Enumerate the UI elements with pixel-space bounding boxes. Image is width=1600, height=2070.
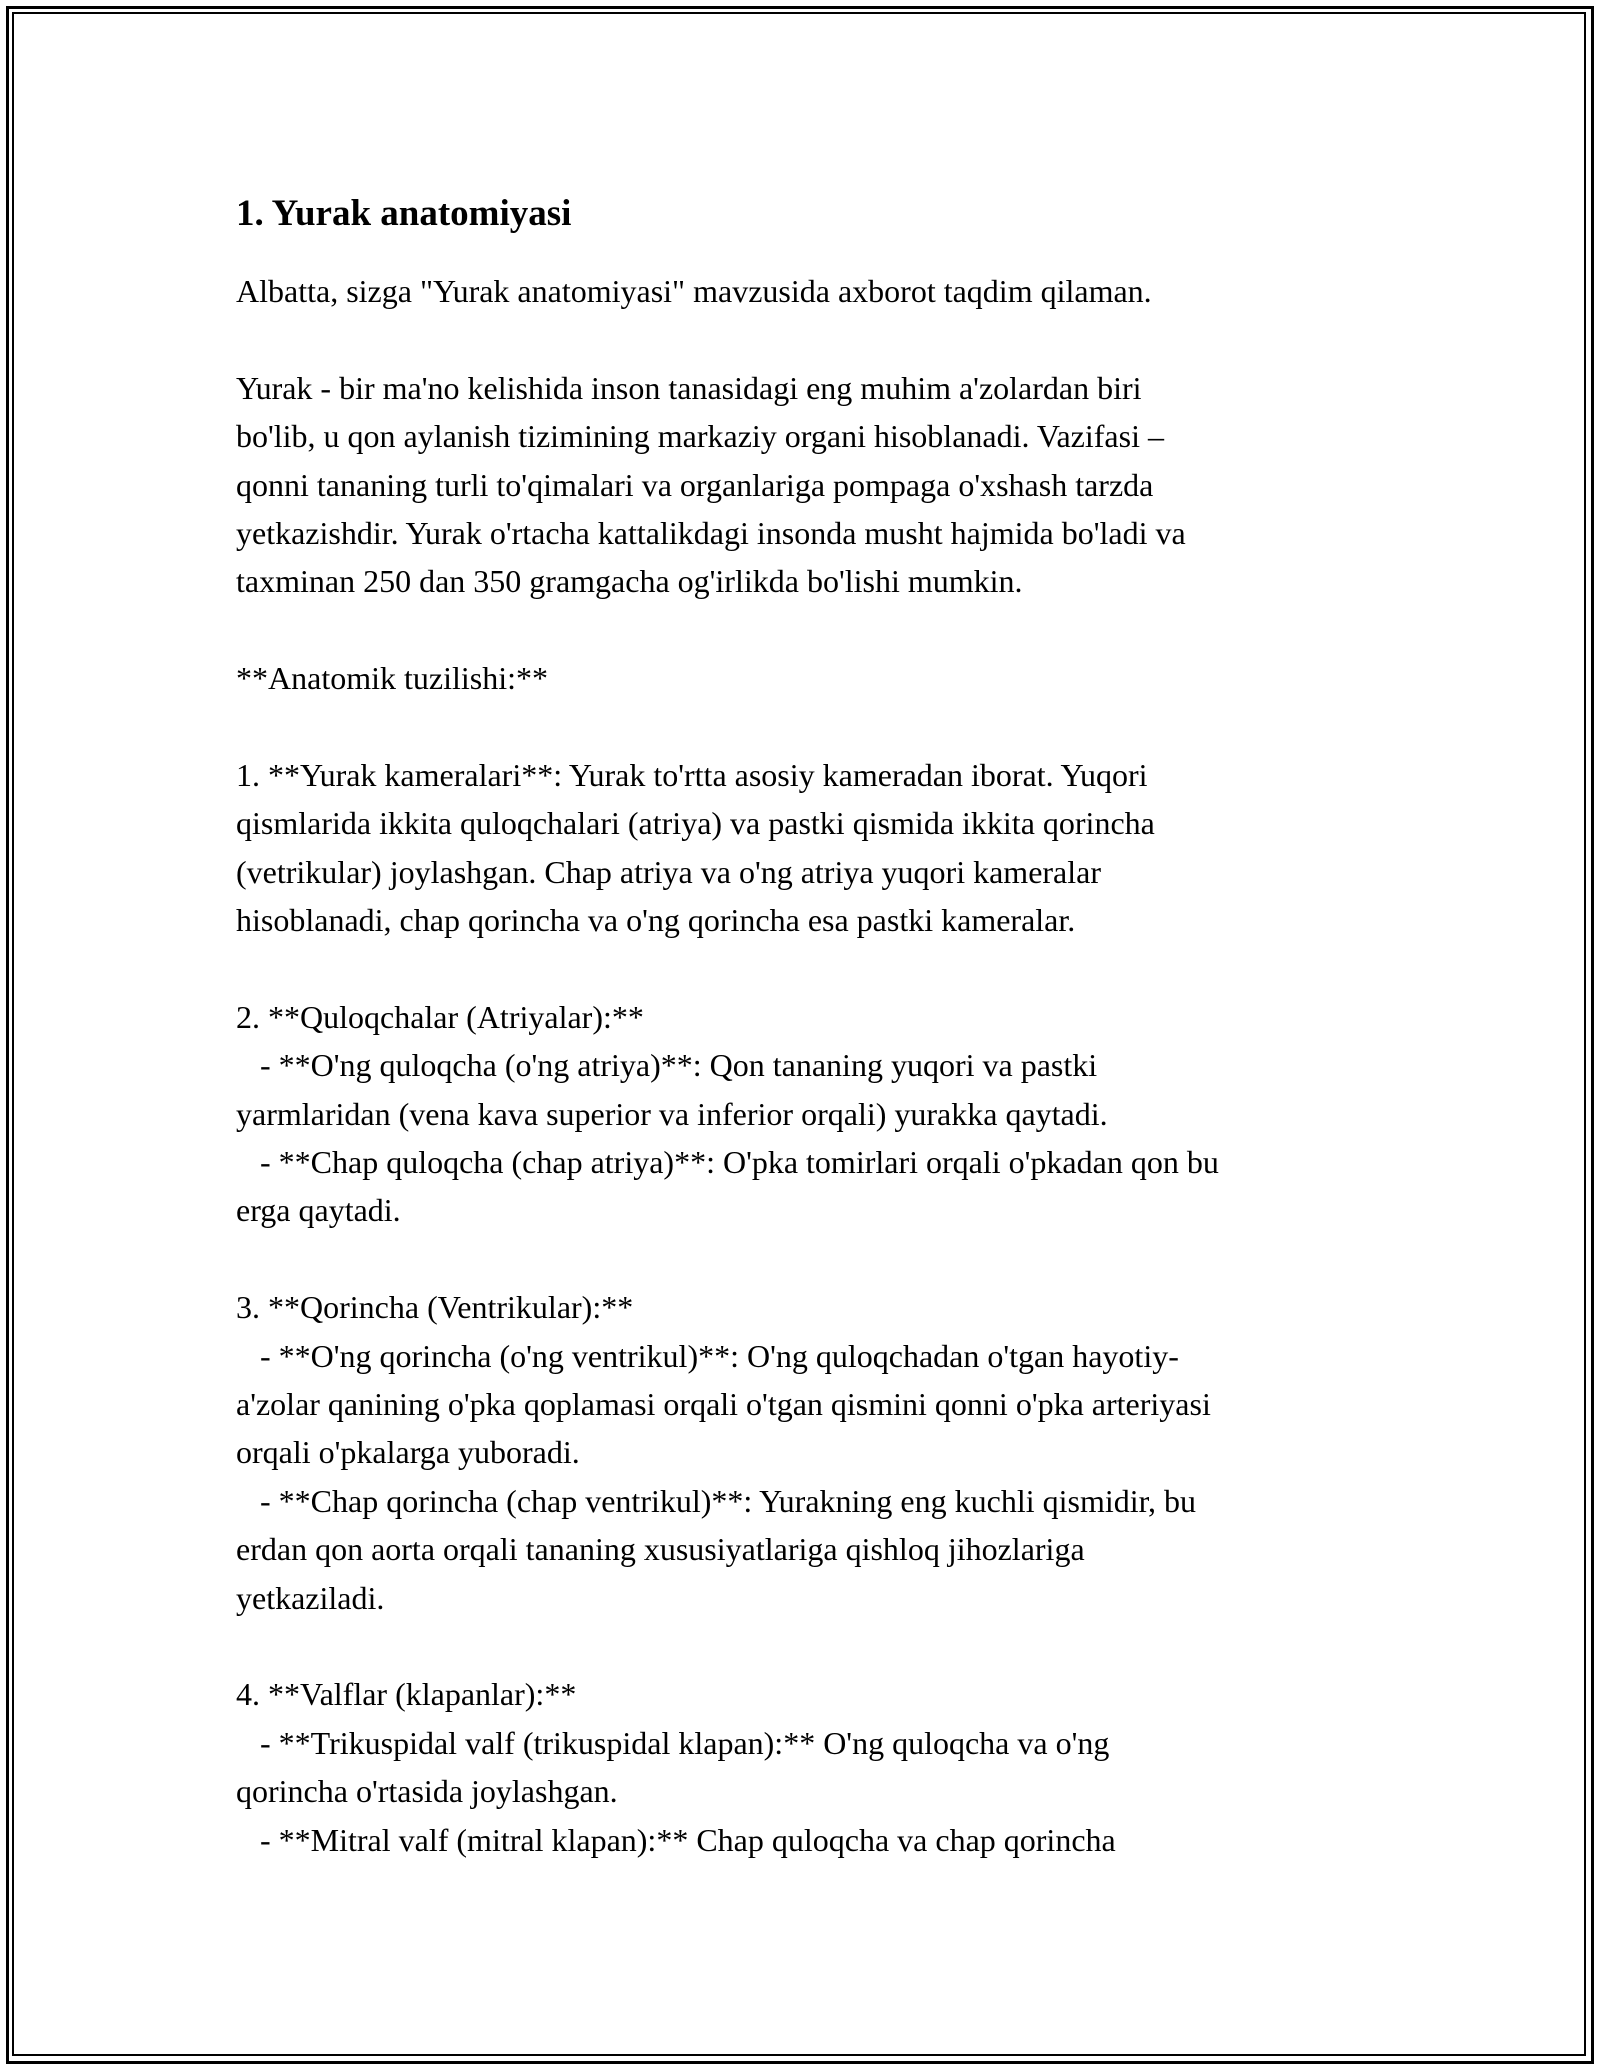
text-line: - **O'ng qorincha (o'ng ventrikul)**: O'ng quloqchadan o'tgan hayotiy- xyxy=(236,1337,1179,1374)
text-line: - **Mitral valf (mitral klapan):** Chap quloqcha va chap qorincha xyxy=(236,1821,1116,1858)
text-line: (vetrikular) joylashgan. Chap atriya va o'ng atriya yuqori kameralar xyxy=(236,853,1101,890)
blank-line xyxy=(236,703,1376,751)
text-line: orqali o'pkalarga yuboradi. xyxy=(236,1434,580,1471)
text-line: - **Chap quloqcha (chap atriya)**: O'pka tomirlari orqali o'pkadan qon bu xyxy=(236,1144,1219,1181)
text-line: Yurak - bir ma'no kelishida inson tanasidagi eng muhim a'zolardan biri xyxy=(236,369,1142,406)
text-line: 3. **Qorincha (Ventrikular):** xyxy=(236,1289,634,1326)
text-line: bo'lib, u qon aylanish tizimining markaziy organi hisoblanadi. Vazifasi – xyxy=(236,418,1164,455)
text-line: qorincha o'rtasida joylashgan. xyxy=(236,1773,618,1810)
text-line: qismlarida ikkita quloqchalari (atriya) va pastki qismida ikkita qorincha xyxy=(236,805,1155,842)
blank-line xyxy=(236,1235,1376,1283)
text-line: erdan qon aorta orqali tananing xususiyatlariga qishloq jihozlariga xyxy=(236,1531,1085,1568)
document-body xyxy=(236,186,1376,1864)
text-line: Albatta, sizga "Yurak anatomiyasi" mavzusida axborot taqdim qilaman. xyxy=(236,273,1152,309)
blank-line xyxy=(236,606,1376,654)
text-line: - **O'ng quloqcha (o'ng atriya)**: Qon tananing yuqori va pastki xyxy=(236,1047,1098,1084)
text-line: - **Chap qorincha (chap ventrikul)**: Yurakning eng kuchli qismidir, bu xyxy=(236,1482,1196,1519)
text-line: - **Trikuspidal valf (trikuspidal klapan):** O'ng quloqcha va o'ng xyxy=(236,1724,1110,1761)
text-line: **Anatomik tuzilishi:** xyxy=(236,660,548,697)
text-line: yarmlaridan (vena kava superior va inferior orqali) yurakka qaytadi. xyxy=(236,1095,1108,1132)
text-line: 2. **Quloqchalar (Atriyalar):** xyxy=(236,998,644,1035)
text-line: erga qaytadi. xyxy=(236,1192,401,1229)
text-line: hisoblanadi, chap qorincha va o'ng qorincha esa pastki kameralar. xyxy=(236,902,1076,939)
document-text xyxy=(236,267,1376,1864)
blank-line xyxy=(236,315,1376,363)
text-line: a'zolar qanining o'pka qoplamasi orqali o'tgan qismini qonni o'pka arteriyasi xyxy=(236,1385,1211,1422)
text-line: yetkazishdir. Yurak o'rtacha kattalikdagi insonda musht hajmida bo'ladi va xyxy=(236,514,1186,551)
text-line: qonni tananing turli to'qimalari va organlariga pompaga o'xshash tarzda xyxy=(236,466,1154,503)
text-line: 4. **Valflar (klapanlar):** xyxy=(236,1676,577,1713)
text-line: taxminan 250 dan 350 gramgacha og'irlikda bo'lishi mumkin. xyxy=(236,563,1023,600)
text-line: yetkaziladi. xyxy=(236,1579,385,1616)
text-line: 1. **Yurak kameralari**: Yurak to'rtta asosiy kameradan iborat. Yuqori xyxy=(236,756,1148,793)
blank-line xyxy=(236,1622,1376,1670)
section-heading: 1. Yurak anatomiyasi xyxy=(236,193,572,234)
blank-line xyxy=(236,944,1376,992)
